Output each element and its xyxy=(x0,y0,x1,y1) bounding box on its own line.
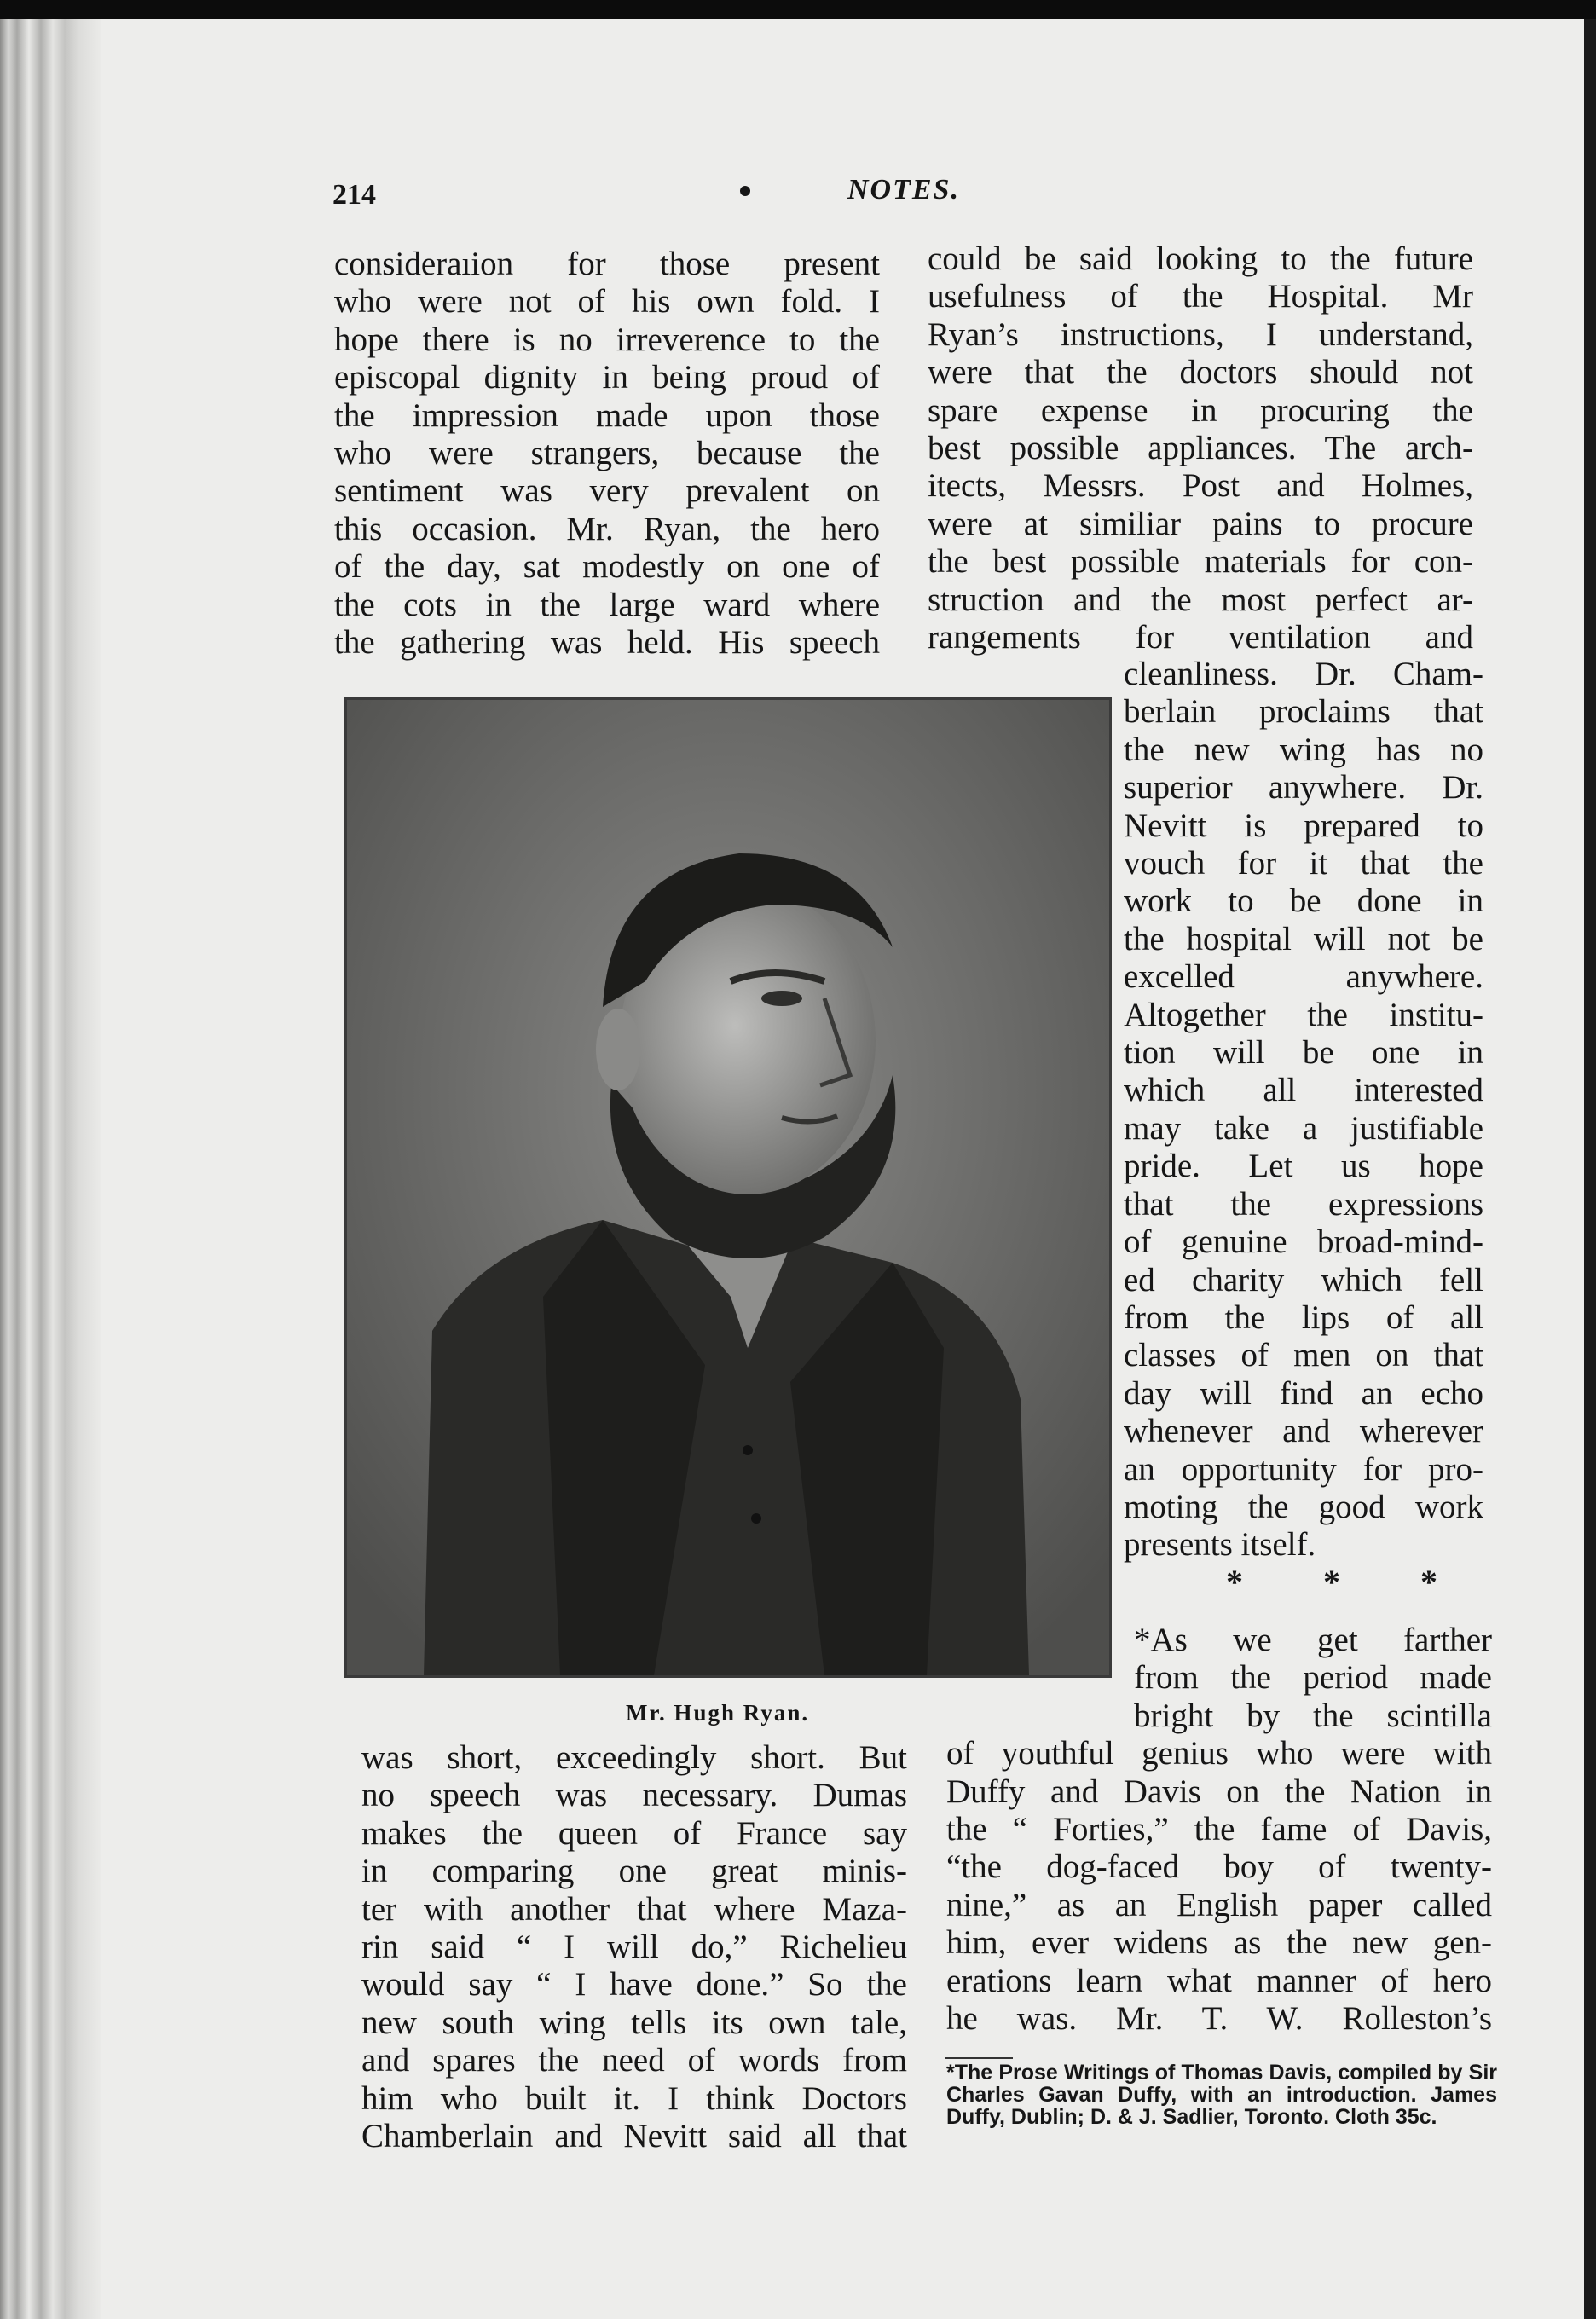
text-line: from the lips of all xyxy=(1124,1298,1483,1336)
text-line: vouch for it that the xyxy=(1124,845,1483,882)
text-line: Duffy and Davis on the Nation in xyxy=(946,1773,1492,1810)
text-line: new south wing tells its own tale, xyxy=(361,2004,907,2041)
text-line: he was. Mr. T. W. Rolleston’s xyxy=(946,2000,1492,2038)
text-line: the “ Forties,” the fame of Davis, xyxy=(946,1811,1492,1848)
photo-caption: Mr. Hugh Ryan. xyxy=(626,1700,810,1726)
text-line: the hospital will not be xyxy=(1124,920,1483,957)
text-line: rin said “ I will do,” Richelieu xyxy=(361,1929,907,1966)
text-line: erations learn what manner of hero xyxy=(946,1962,1492,1999)
text-line: of youthful genius who were with xyxy=(946,1735,1492,1773)
text-line: an opportunity for pro- xyxy=(1124,1450,1483,1488)
text-line: would say “ I have done.” So the xyxy=(361,1966,907,2004)
text-line: who were not of his own fold. I xyxy=(334,283,880,321)
text-line: sentiment was very prevalent on xyxy=(334,472,880,510)
text-line: cleanliness. Dr. Cham- xyxy=(1124,656,1483,692)
text-line: Chamberlain and Nevitt said all that xyxy=(361,2118,907,2155)
text-line: presents itself. xyxy=(1124,1526,1316,1564)
running-head: NOTES. xyxy=(847,174,960,205)
text-line: this occasion. Mr. Ryan, the hero xyxy=(334,510,880,547)
text-line: consideraıion for those present xyxy=(334,246,880,282)
text-line: bright by the scintilla xyxy=(1134,1697,1492,1734)
text-line: no speech was necessary. Dumas xyxy=(361,1777,907,1814)
page-edge xyxy=(1584,19,1596,2319)
text-line: Ryan’s instructions, I understand, xyxy=(928,315,1473,353)
text-line: the impression made upon those xyxy=(334,396,880,434)
text-line: itects, Messrs. Post and Holmes, xyxy=(928,467,1473,505)
text-line: episcopal dignity in being proud of xyxy=(334,359,880,396)
footnote: *The Prose Writings of Thomas Davis, compiled by Sir Charles Gavan Duffy, with an introduction. James Duffy, Dublin; D. & J. Sadlier, Toronto. Cloth 35c. xyxy=(946,2061,1497,2129)
text-line: in comparing one great minis- xyxy=(361,1853,907,1890)
text-line: “the dog-faced boy of twenty- xyxy=(946,1848,1492,1886)
text-line: tion will be one in xyxy=(1124,1034,1483,1072)
text-line: which all interested xyxy=(1124,1072,1483,1109)
text-line: the new wing has no xyxy=(1124,731,1483,768)
text-line: him who built it. I think Doctors xyxy=(361,2079,907,2117)
text-line: usefulness of the Hospital. Mr xyxy=(928,278,1473,315)
text-line: was short, exceedingly short. But xyxy=(361,1739,907,1776)
text-line: who were strangers, because the xyxy=(334,435,880,472)
text-line: that the expressions xyxy=(1124,1185,1483,1223)
text-line: day will find an echo xyxy=(1124,1374,1483,1412)
text-line: berlain proclaims that xyxy=(1124,693,1483,731)
text-line: the gathering was held. His speech xyxy=(334,624,880,662)
text-line: Altogether the institu- xyxy=(1124,996,1483,1033)
header-bullet xyxy=(740,186,750,196)
text-line: ter with another that where Maza- xyxy=(361,1890,907,1928)
text-line: pride. Let us hope xyxy=(1124,1148,1483,1185)
text-line: spare expense in procuring the xyxy=(928,391,1473,429)
text-line: hope there is no irreverence to the xyxy=(334,321,880,358)
text-line: *As we get farther xyxy=(1134,1622,1492,1658)
text-line: ed charity which fell xyxy=(1124,1261,1483,1298)
text-line: could be said looking to the future xyxy=(928,240,1473,277)
text-line: best possible appliances. The arch- xyxy=(928,430,1473,467)
text-line: of genuine broad-mind- xyxy=(1124,1223,1483,1261)
text-line: of the day, sat modestly on one of xyxy=(334,548,880,586)
column-left-bottom xyxy=(361,1739,907,2155)
text-line: whenever and wherever xyxy=(1124,1413,1483,1450)
text-line: classes of men on that xyxy=(1124,1337,1483,1374)
text-line: from the period made xyxy=(1134,1659,1492,1697)
text-line: rangements for ventilation and xyxy=(928,619,1473,656)
text-line: were at similiar pains to procure xyxy=(928,505,1473,542)
column-right-middle xyxy=(1124,656,1483,1564)
text-line: the cots in the large ward where xyxy=(334,586,880,623)
text-line: the best possible materials for con- xyxy=(928,543,1473,581)
page-number: 214 xyxy=(332,179,376,211)
text-line: moting the good work xyxy=(1124,1488,1483,1525)
text-line: struction and the most perfect ar- xyxy=(928,581,1473,618)
scanned-page xyxy=(0,19,1596,2319)
book-spine-shadow xyxy=(0,19,101,2319)
text-line: him, ever widens as the new gen- xyxy=(946,1924,1492,1962)
portrait-illustration xyxy=(347,700,1109,1675)
section-separator: * * * xyxy=(1226,1563,1473,1601)
text-line: excelled anywhere. xyxy=(1124,958,1483,996)
portrait-photo xyxy=(344,697,1112,1678)
column-left-top xyxy=(334,246,880,662)
column-right-top xyxy=(928,240,1473,656)
footnote-rule xyxy=(945,2057,1013,2059)
text-line: nine,” as an English paper called xyxy=(946,1886,1492,1923)
text-line: Nevitt is prepared to xyxy=(1124,807,1483,844)
column-right-bottom xyxy=(946,1622,1492,2038)
text-line: work to be done in xyxy=(1124,882,1483,920)
text-line: superior anywhere. Dr. xyxy=(1124,769,1483,807)
text-line: may take a justifiable xyxy=(1124,1109,1483,1147)
text-line: makes the queen of France say xyxy=(361,1814,907,1852)
text-line: and spares the need of words from xyxy=(361,2042,907,2079)
text-line: were that the doctors should not xyxy=(928,354,1473,391)
